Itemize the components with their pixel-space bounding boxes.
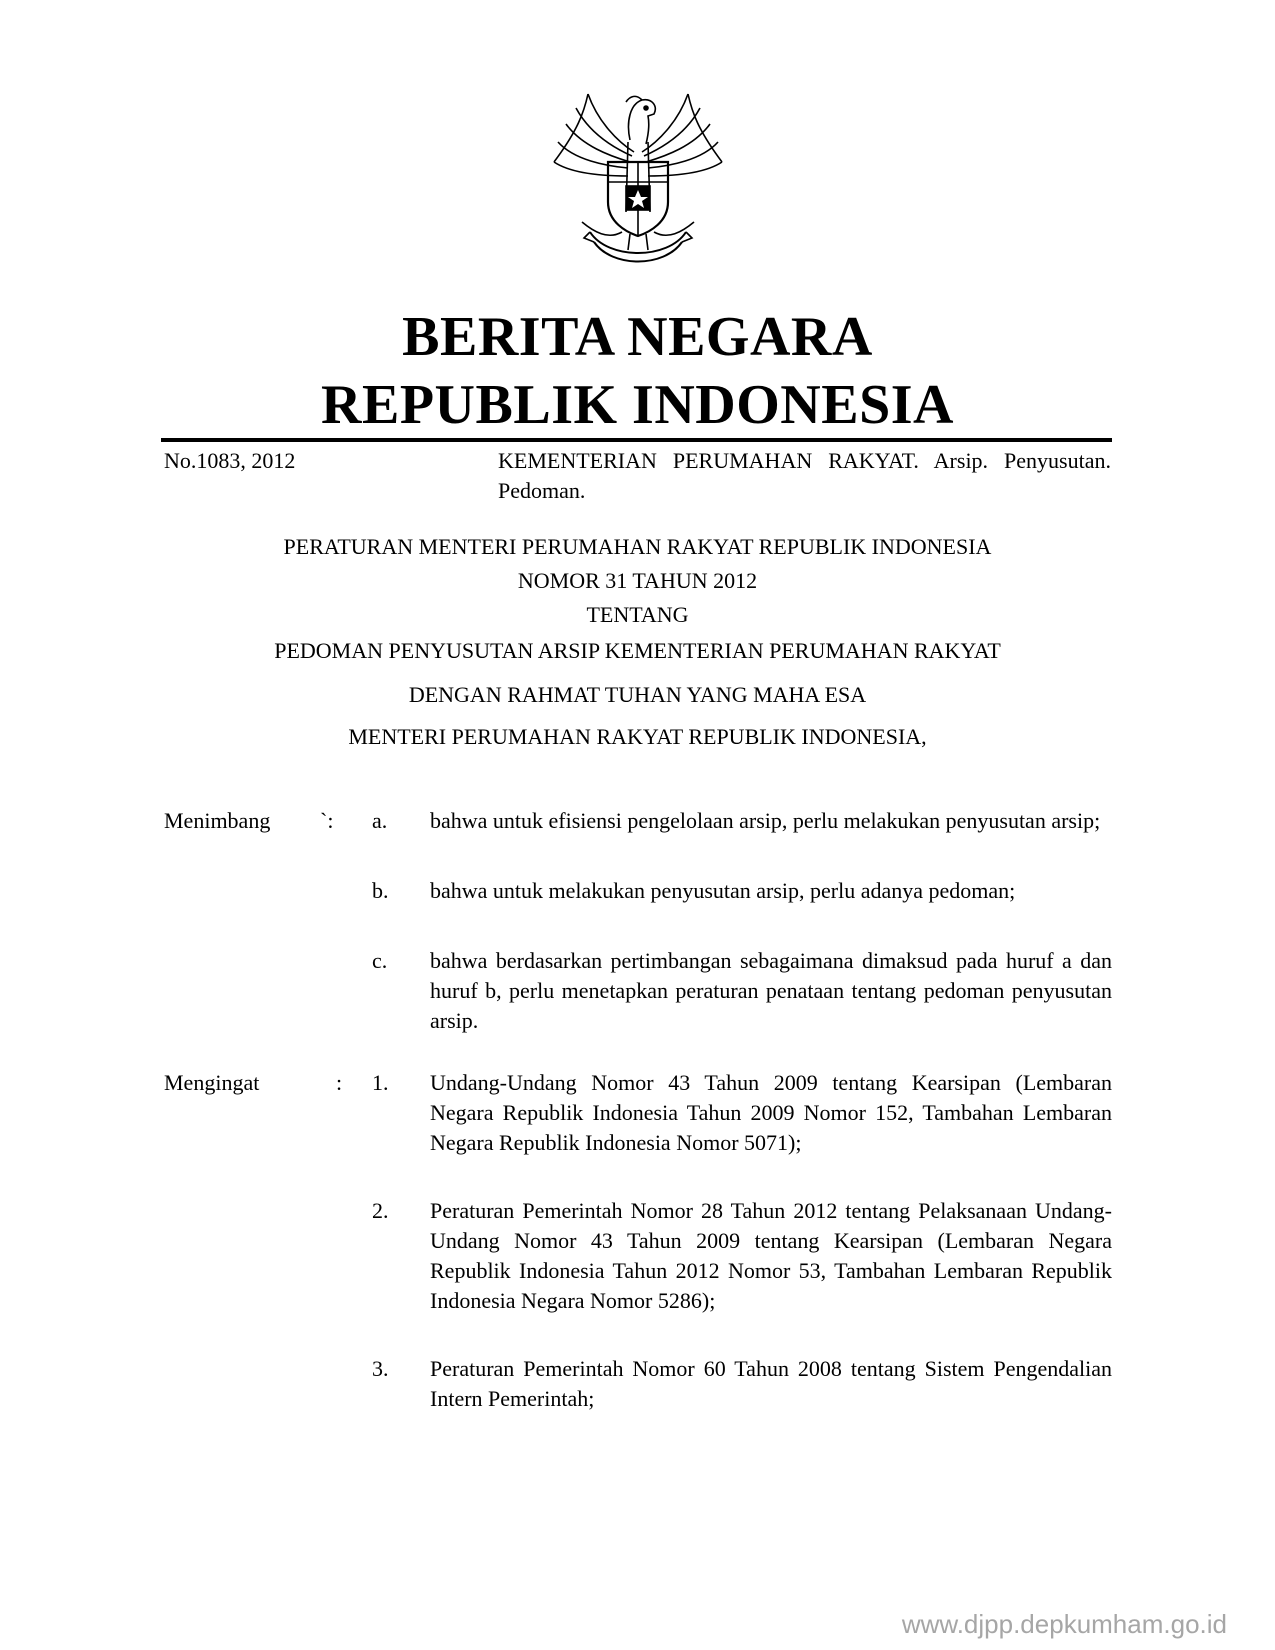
preamble-line1: DENGAN RAHMAT TUHAN YANG MAHA ESA: [408, 682, 867, 707]
mengingat-item-mark: 3.: [372, 1356, 389, 1381]
header-divider: [161, 438, 1112, 442]
mengingat-item-text: Undang-Undang Nomor 43 Tahun 2009 tentang Kearsipan (Lembaran Negara Republik Indonesia Tahun 2009 Nomor 152, Tambahan Lembaran Negara Republik Indonesia Nomor 5071);: [430, 1070, 1112, 1155]
regulation-subject: PEDOMAN PENYUSUTAN ARSIP KEMENTERIAN PERUMAHAN RAKYAT: [274, 638, 1001, 663]
mengingat-item-text: Peraturan Pemerintah Nomor 28 Tahun 2012 tentang Pelaksanaan Undang-Undang Nomor 43 Tahun 2009 tentang Kearsipan (Lembaran Negara Republik Indonesia Tahun 2012 Nomor 53, Tambahan Lembaran Republik Indonesia Negara Nomor 5286);: [430, 1198, 1112, 1313]
mengingat-item-mark: 1.: [372, 1070, 389, 1095]
gazette-number: No.1083, 2012: [164, 448, 296, 473]
mengingat-label: Mengingat: [164, 1070, 260, 1095]
gazette-title-line1: BERITA NEGARA: [402, 306, 873, 368]
menimbang-item-mark: a.: [372, 808, 388, 833]
preamble-line2: MENTERI PERUMAHAN RAKYAT REPUBLIK INDONESIA,: [348, 724, 927, 749]
gazette-title-line2: REPUBLIK INDONESIA: [321, 374, 954, 436]
mengingat-colon: :: [336, 1070, 343, 1095]
menimbang-item-text: bahwa untuk efisiensi pengelolaan arsip, perlu melakukan penyusutan arsip;: [430, 808, 1101, 833]
garuda-pancasila-emblem: [538, 82, 738, 272]
regulation-title: PERATURAN MENTERI PERUMAHAN RAKYAT REPUBLIK INDONESIA: [283, 534, 992, 559]
menimbang-item-mark: c.: [372, 948, 388, 973]
regulation-number: NOMOR 31 TAHUN 2012: [517, 568, 758, 593]
menimbang-item-mark: b.: [372, 878, 389, 903]
menimbang-label: Menimbang: [164, 808, 271, 833]
mengingat-item-text: Peraturan Pemerintah Nomor 60 Tahun 2008 tentang Sistem Pengendalian Intern Pemerintah;: [430, 1356, 1112, 1411]
menimbang-colon: `:: [320, 808, 334, 833]
source-watermark-link[interactable]: www.djpp.depkumham.go.id: [901, 1609, 1227, 1639]
menimbang-item-text: bahwa berdasarkan pertimbangan sebagaimana dimaksud pada huruf a dan huruf b, perlu menetapkan peraturan penataan tentang pedoman penyusutan arsip.: [430, 948, 1112, 1033]
mengingat-item-mark: 2.: [372, 1198, 389, 1223]
gazette-subject: KEMENTERIAN PERUMAHAN RAKYAT. Arsip. Penyusutan. Pedoman.: [498, 448, 1111, 503]
menimbang-item-text: bahwa untuk melakukan penyusutan arsip, perlu adanya pedoman;: [430, 878, 1016, 903]
regulation-tentang: TENTANG: [586, 602, 689, 627]
